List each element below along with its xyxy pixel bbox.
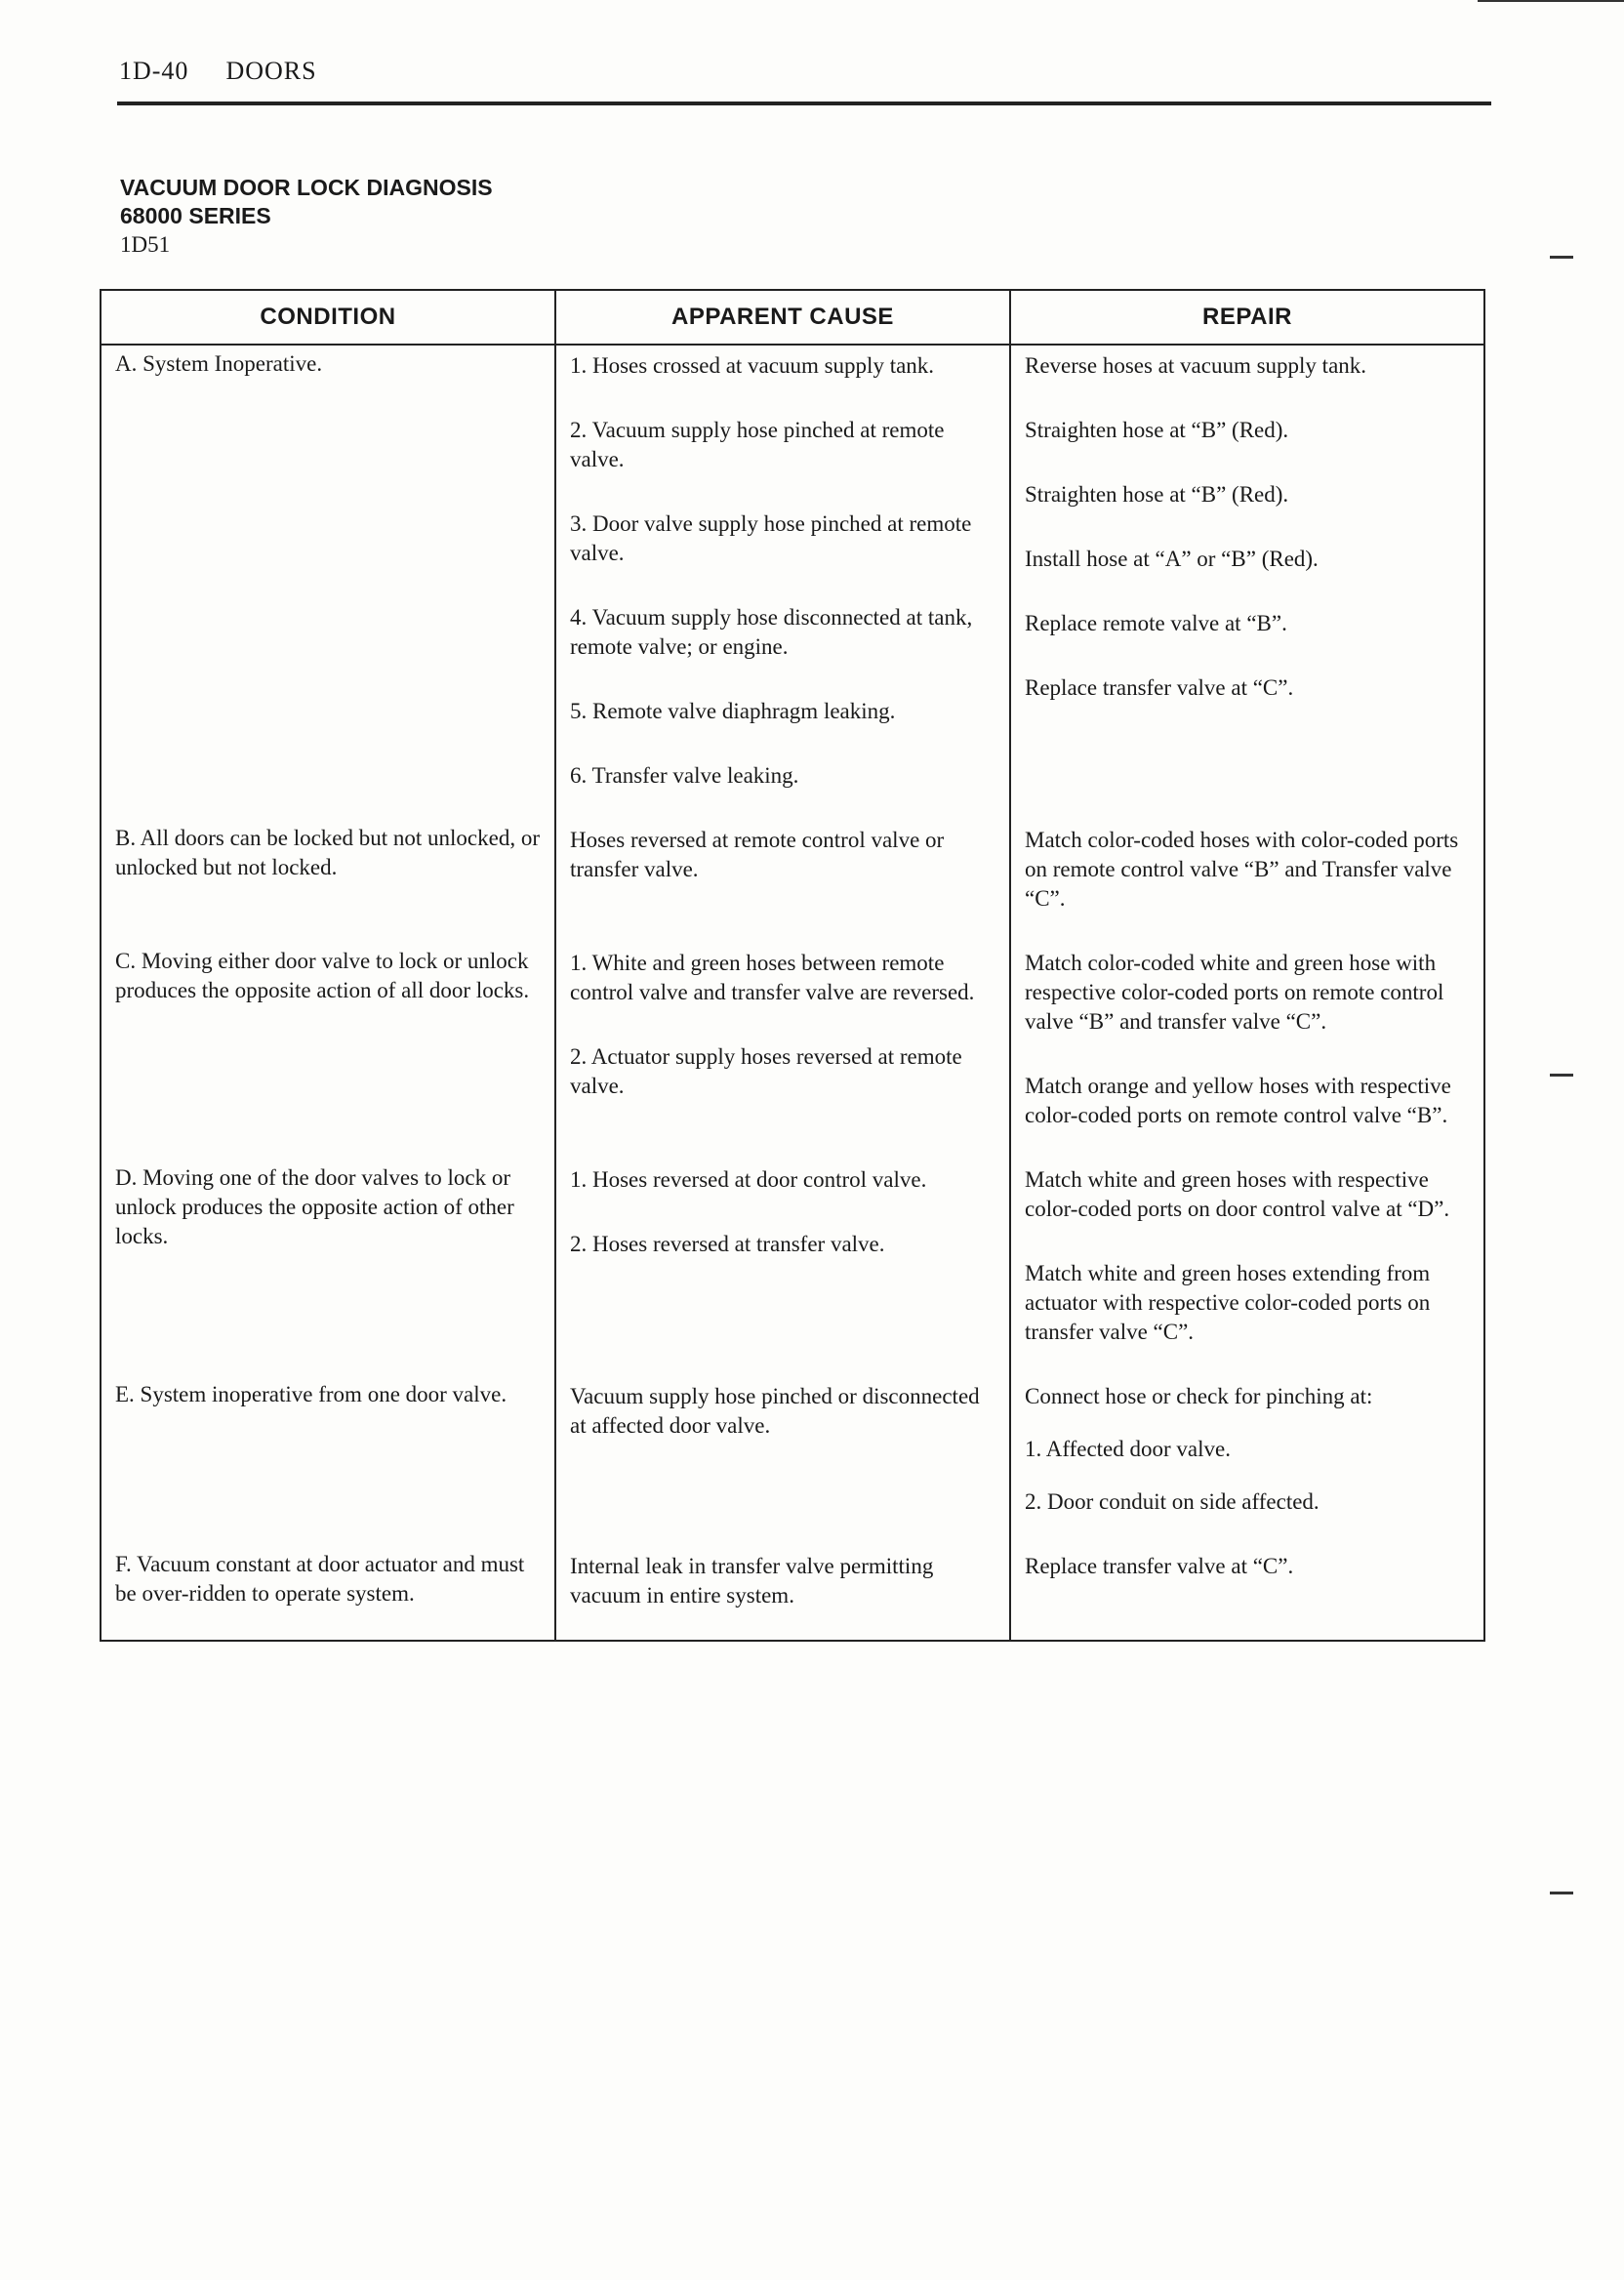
repair-item: Straighten hose at “B” (Red). <box>1025 482 1289 507</box>
condition-cell: B. All doors can be locked but not unlocked, or unlocked but not locked. <box>101 820 555 943</box>
cause-item: 1. Hoses crossed at vacuum supply tank. <box>570 353 935 378</box>
series-title: 68000 SERIES <box>120 203 271 228</box>
cause-item: 3. Door valve supply hose pinched at remote valve. <box>570 511 972 565</box>
cause-item: 2. Actuator supply hoses reversed at remote valve. <box>570 1044 962 1098</box>
cause-item: 6. Transfer valve leaking. <box>570 763 799 788</box>
header-rule <box>117 102 1491 105</box>
page-title: VACUUM DOOR LOCK DIAGNOSIS <box>120 175 493 200</box>
condition-cell: A. System Inoperative. <box>101 345 555 820</box>
cause-item: 1. White and green hoses between remote control valve and transfer valve are reversed. <box>570 951 975 1004</box>
repair-subitem: 1. Affected door valve. <box>1025 1437 1231 1461</box>
repair-item: Straighten hose at “B” (Red). <box>1025 418 1289 442</box>
table-row <box>101 1546 1484 1641</box>
repair-cell <box>1010 1160 1484 1376</box>
repair-item: Match color-coded white and green hose with respective color-coded ports on remote control valve “B” and transfer valve “C”. <box>1025 951 1444 1034</box>
table-row <box>101 345 1484 820</box>
margin-mark <box>1550 256 1573 259</box>
condition-cell: E. System inoperative from one door valve. <box>101 1376 555 1546</box>
section-name: DOORS <box>225 57 317 85</box>
condition-cell: D. Moving one of the door valves to lock or unlock produces the opposite action of other locks. <box>101 1160 555 1376</box>
margin-mark <box>1550 1074 1573 1077</box>
cause-cell <box>555 1546 1010 1641</box>
repair-item: Replace remote valve at “B”. <box>1025 611 1287 635</box>
repair-text: Connect hose or check for pinching at: <box>1025 1384 1373 1408</box>
diagnosis-table <box>100 289 1485 1642</box>
figure-code: 1D51 <box>120 232 171 257</box>
repair-subitem: 2. Door conduit on side affected. <box>1025 1489 1320 1514</box>
cause-item: 2. Vacuum supply hose pinched at remote valve. <box>570 418 945 471</box>
repair-item: Replace transfer valve at “C”. <box>1025 675 1294 700</box>
cause-cell <box>555 1376 1010 1546</box>
cause-item: Internal leak in transfer valve permitting vacuum in entire system. <box>570 1554 934 1608</box>
repair-item: Replace transfer valve at “C”. <box>1025 1554 1294 1578</box>
cause-cell <box>555 820 1010 943</box>
repair-item: Match white and green hoses extending from actuator with respective color-coded ports on transfer valve “C”. <box>1025 1261 1431 1344</box>
cause-item: Vacuum supply hose pinched or disconnected at affected door valve. <box>570 1384 980 1438</box>
repair-item: Install hose at “A” or “B” (Red). <box>1025 547 1319 571</box>
repair-item: Match color-coded hoses with color-coded ports on remote control valve “B” and Transfer valve “C”. <box>1025 828 1459 911</box>
table-row <box>101 1376 1484 1546</box>
cause-cell <box>555 1160 1010 1376</box>
cause-cell <box>555 345 1010 820</box>
cause-cell <box>555 943 1010 1160</box>
margin-mark <box>1550 1892 1573 1894</box>
repair-cell <box>1010 345 1484 820</box>
title-block <box>120 174 493 259</box>
page-header <box>119 57 317 86</box>
repair-item <box>1025 1376 1470 1546</box>
repair-item: Reverse hoses at vacuum supply tank. <box>1025 353 1367 378</box>
repair-cell <box>1010 820 1484 943</box>
repair-item: Match white and green hoses with respective color-coded ports on door control valve at “D”. <box>1025 1167 1450 1221</box>
condition-cell: C. Moving either door valve to lock or unlock produces the opposite action of all door locks. <box>101 943 555 1160</box>
column-header-condition: CONDITION <box>101 290 555 345</box>
condition-cell: F. Vacuum constant at door actuator and must be over-ridden to operate system. <box>101 1546 555 1641</box>
repair-item: Match orange and yellow hoses with respective color-coded ports on remote control valve “B”. <box>1025 1074 1451 1127</box>
cause-item: Hoses reversed at remote control valve or transfer valve. <box>570 828 945 881</box>
column-header-repair: REPAIR <box>1010 290 1484 345</box>
cause-item: 1. Hoses reversed at door control valve. <box>570 1167 927 1192</box>
cause-item: 5. Remote valve diaphragm leaking. <box>570 699 896 723</box>
cause-item: 2. Hoses reversed at transfer valve. <box>570 1232 885 1256</box>
repair-cell <box>1010 1376 1484 1546</box>
table-row <box>101 1160 1484 1376</box>
repair-cell <box>1010 1546 1484 1641</box>
corner-rule <box>1478 0 1624 2</box>
cause-item: 4. Vacuum supply hose disconnected at tank, remote valve; or engine. <box>570 605 973 659</box>
table-row <box>101 943 1484 1160</box>
column-header-cause: APPARENT CAUSE <box>555 290 1010 345</box>
table-row <box>101 820 1484 943</box>
repair-cell <box>1010 943 1484 1160</box>
page-number: 1D-40 <box>119 57 189 85</box>
